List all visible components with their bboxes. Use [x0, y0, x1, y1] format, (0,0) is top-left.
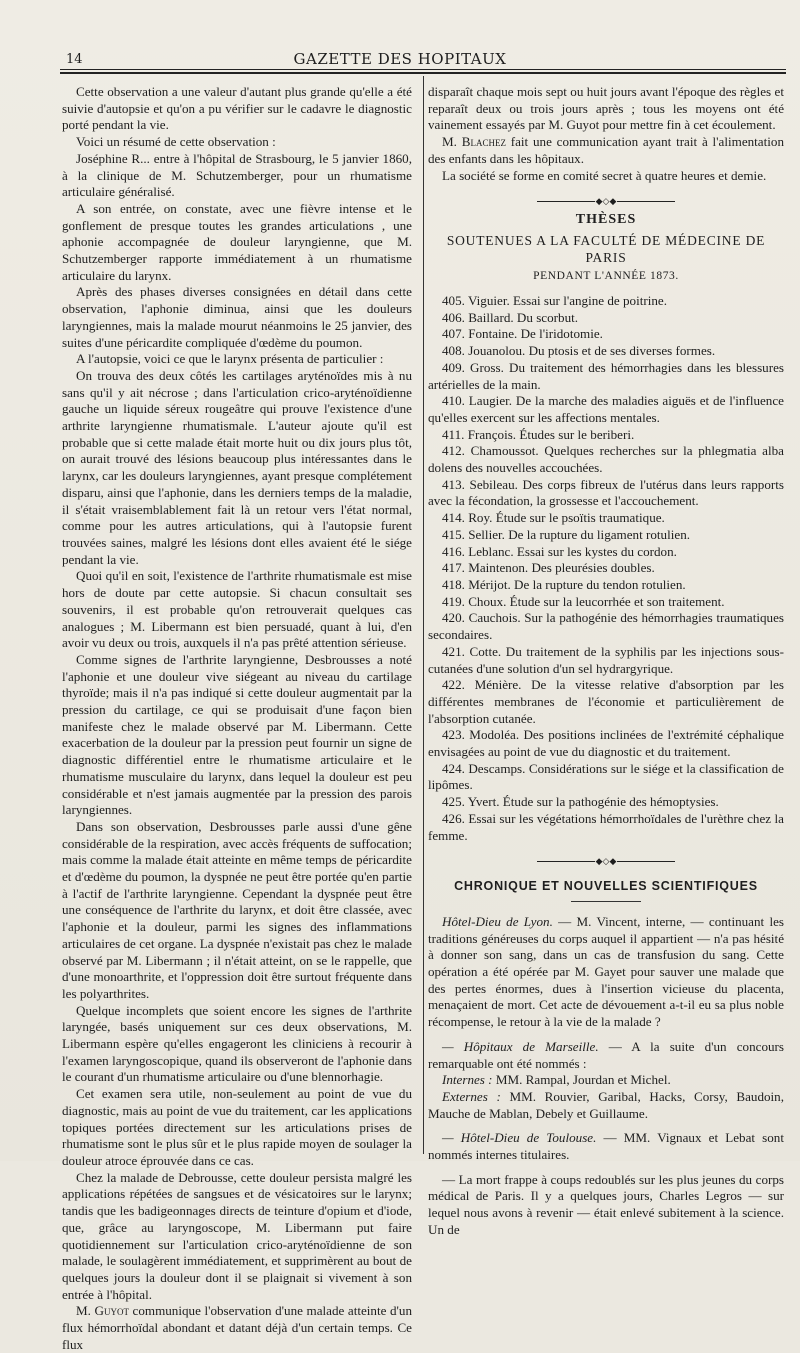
thesis-number: 416. [442, 543, 465, 559]
thesis-number: 411. [442, 426, 465, 442]
thesis-entry [428, 393, 784, 426]
chronique-rule [571, 901, 641, 902]
internes-names: MM. Rampal, Jourdan et Michel. [492, 1072, 671, 1088]
thesis-entry [428, 727, 784, 760]
paragraph: La société se forme en comité secret à quatre heures et demie. [442, 167, 767, 183]
speaker-name: M. Blachez [442, 134, 506, 150]
thesis-text: Laugier. De la marche des maladies aiguës et de l'influence qu'elles exercent sur les affections mentales. [428, 393, 784, 425]
thesis-text: Cotte. Du traitement de la syphilis par les injections sous-cutanées d'une solution d'un sel hydrargyrique. [428, 643, 784, 676]
thesis-entry [428, 544, 784, 561]
thesis-entry [428, 644, 784, 677]
running-title: GAZETTE DES HOPITAUX [293, 50, 507, 68]
externes-label: Externes : [442, 1088, 501, 1104]
thesis-entry [428, 310, 784, 327]
thesis-number: 422. [442, 677, 465, 693]
news-item: — La mort frappe à coups redoublés sur les plus jeunes du corps médical de Paris. Il y a quelques jours, Charles Legros — sur lequel nous avons à revenir — était enlevé subitement à la science. Un de [428, 1171, 784, 1237]
news-text: — A la suite d'un concours remarquable ont été nommés : [428, 1038, 784, 1071]
thesis-number: 415. [442, 526, 465, 542]
thesis-number: 417. [442, 560, 465, 576]
thesis-entry [428, 443, 784, 476]
thesis-number: 412. [442, 443, 465, 459]
paragraph: On trouva des deux côtés les cartilages aryténoïdes mis à nu sans qu'il y ait nécrose ; dans l'articulation crico-aryténoïdienne gauche un liquide séreux rougeâtre qui prouve l'existence d'une arthrite laryngienne rhumatismale. L'auteur ajoute qu'il est probable que si cette malade était morte huit ou dix jours plus tôt, on aurait trouvé des lésions beaucoup plus intéressantes dans le larynx, car les douleurs laryngiennes, ayant presque complétement disparu, ainsi que l'aphonie, dans les derniers temps de la maladie, il s'était vraisemblablement fait là un retour vers l'état normal, comme pour les autres articulations, qui à l'autopsie furent trouvées saines, malgré les lésions dont elles avaient été le siége pendant la vie. [62, 367, 412, 567]
thesis-number: 406. [442, 309, 465, 325]
right-column [428, 84, 784, 1239]
news-line [428, 1072, 784, 1089]
thesis-text: Roy. Étude sur le psoïtis traumatique. [468, 510, 665, 526]
speaker-name: M. Guyot [76, 1303, 129, 1319]
thesis-number: 410. [442, 393, 465, 409]
thesis-number: 426. [442, 810, 465, 826]
header-rule-thick [60, 72, 786, 74]
thesis-text: Essai sur les végétations hémorrhoïdales de l'urèthre chez la femme. [428, 810, 784, 843]
thesis-number: 424. [442, 760, 465, 776]
thesis-entry [428, 360, 784, 393]
thesis-number: 425. [442, 794, 465, 810]
thesis-number: 418. [442, 576, 465, 592]
thesis-entry [428, 527, 784, 544]
thesis-number: 414. [442, 510, 465, 526]
thesis-text: Leblanc. Essai sur les kystes du cordon. [468, 543, 677, 559]
news-lead: — Hôtel-Dieu de Toulouse. [442, 1130, 597, 1146]
news-item [428, 1130, 784, 1163]
theses-title: THÈSES [575, 212, 637, 228]
thesis-text: Mérijot. De la rupture du tendon rotulien. [468, 576, 686, 592]
thesis-entry [428, 761, 784, 794]
thesis-number: 420. [442, 610, 465, 626]
thesis-number: 409. [442, 359, 465, 375]
paragraph: Quelque incomplets que soient encore les signes de l'arthrite laryngée, basés uniquement sur ces deux observations, M. Libermann espère qu'elles engageront les cliniciens à recourir à l'examen laryngoscopique, quand ils observeront de l'aphonie dans le courant d'un rhumatisme articulaire ou d'une blennorhagie. [62, 1002, 412, 1085]
thesis-number: 423. [442, 727, 465, 743]
externes-names: MM. Rouvier, Garibal, Hacks, Corsy, Baudoin, Mauche de Mablan, Debely et Guillaume. [428, 1088, 784, 1121]
theses-list [428, 293, 784, 844]
thesis-entry [428, 510, 784, 527]
paragraph: Chez la malade de Debrousse, cette douleur persista malgré les applications répétées de sangsues et de vésicatoires sur le larynx; tandis que les badigeonnages directs de teinture d'opium et d'iode, que, grâce au laryngoscope, M. Libermann put faire quotidiennement sur l'articulation crico-aryténoïdienne de son malade, le soulagèrent immédiatement, et supprimèrent au bout de quelques jours la douleur dont il se plaignait si vivement à son entrée à l'hôpital. [62, 1169, 412, 1302]
paragraph: Joséphine R... entre à l'hôpital de Strasbourg, le 5 janvier 1860, à la clinique de M. Schutzemberger, pour un rhumatisme articulaire généralisé. [62, 150, 412, 200]
thesis-number: 419. [442, 593, 465, 609]
thesis-entry [428, 326, 784, 343]
paragraph: Comme signes de l'arthrite laryngienne, Desbrousses a noté l'aphonie et une douleur vive siégeant au niveau du cartilage thyroïde; mais il n'a pas indiqué si cette douleur augmentait par la pression du cartilage, ce qui se produisait d'une façon bien manifeste chez le malade observé par M. Libermann. Cette exacerbation de la douleur par la pression peut fournir un signe de diagnostic différentiel entre le rhumatisme articulaire et le rhumatisme musculaire du larynx, dans lequel la douleur est peu considérable et n'est jamais augmentée par la pression des parois laryngiennes. [62, 651, 412, 818]
paragraph: A l'autopsie, voici ce que le larynx présenta de particulier : [76, 351, 384, 367]
chronique-title: CHRONIQUE ET NOUVELLES SCIENTIFIQUES [454, 879, 758, 894]
thesis-entry [428, 811, 784, 844]
thesis-entry [428, 343, 784, 360]
internes-label: Internes : [442, 1072, 493, 1088]
thesis-entry [428, 560, 784, 577]
paragraph-text: fait une communication ayant trait à l'alimentation des enfants dans les hôpitaux. [428, 134, 784, 166]
left-column [62, 84, 412, 1353]
thesis-entry [428, 594, 784, 611]
thesis-text: Gross. Du traitement des hémorrhagies dans les blessures artérielles de la main. [428, 359, 784, 392]
page-number: 14 [66, 52, 83, 67]
paragraph: A son entrée, on constate, avec une fièvre intense et le gonflement de presque toutes les grandes articulations , une aphonie accompagnée de douleur laryngienne, que M. Schutzemberger rapporte immédiatement à un rhumatisme articulaire du larynx. [62, 200, 412, 283]
thesis-entry [428, 427, 784, 444]
paragraph [62, 1303, 412, 1353]
thesis-text: Modoléa. Des positions inclinées de l'extrémité céphalique envisagées au point de vue du diagnostic et du traitement. [428, 727, 784, 760]
paragraph-text: communique l'observation d'une malade atteinte d'un flux hémorrhoïdal abondant et datant déjà d'un certain temps. Ce flux [62, 1303, 412, 1352]
paragraph: Dans son observation, Desbrousses parle aussi d'une gêne considérable de la respiration, avec accès fréquents de suffocation; mais comme la malade était atteinte en même temps de péricardite et d'œdème du poumon, la dyspnée ne peut être portée qu'en partie à l'actif de l'arthrite laryngienne. Cependant la dyspnée peut être une conséquence de l'arthrite du larynx, et doit être classée, avec l'aphonie et la douleur, parmi les signes des inflammations articulaires de cet organe. La dyspnée n'existait pas chez le malade observé par M. Libermann ; il n'était atteint, on se le rappelle, que d'une monoarthrite, et l'oppression doit être surtout fréquente dans les polyarthrites. [62, 818, 412, 1001]
section-ornament: ◆◇◆ [428, 854, 784, 868]
paragraph: Cet examen sera utile, non-seulement au point de vue du diagnostic, mais au point de vue du traitement, car les applications topiques portées directement sur les articulations prises de rhumatisme sont le plus sûr et le plus rapide moyen de soulager la douleur atroce éprouvée dans ce cas. [62, 1086, 412, 1168]
thesis-text: Ménière. De la vitesse relative d'absorption par les différentes membranes de l'économie et particulièrement de l'absorption cutanée. [428, 677, 784, 726]
paragraph: Cette observation a une valeur d'autant plus grande qu'elle a été suivie d'autopsie et qu'on a pu vérifier sur le cadavre le diagnostic porté pendant la vie. [62, 84, 412, 133]
thesis-number: 413. [442, 476, 465, 492]
news-text: — M. Vincent, interne, — continuant les traditions généreuses du corps auquel il appartient — n'a pas hésité à donner son sang, dans un cas de transfusion du sang. Cette opération a été opérée par M. Gayet pour sauver une malade que des pertes énormes, dues à l'insertion vicieuse du placenta, menaçaient de mort. Cet acte de dévouement a-t-il eu sa plus noble récompense, le retour à la vie de la malade ? [428, 913, 784, 1030]
thesis-entry [428, 794, 784, 811]
header-rule-thin [60, 69, 786, 70]
thesis-text: Sellier. De la rupture du ligament rotulien. [468, 526, 691, 542]
news-text: — MM. Vignaux et Lebat sont nommés internes titulaires. [428, 1130, 784, 1163]
paragraph: Voici un résumé de cette observation : [76, 134, 276, 150]
section-ornament: ◆◇◆ [428, 194, 784, 208]
thesis-number: 405. [442, 293, 465, 309]
thesis-text: Jouanolou. Du ptosis et de ses diverses formes. [468, 343, 716, 359]
thesis-text: Maintenon. Des pleurésies doubles. [468, 560, 655, 576]
thesis-entry [428, 477, 784, 510]
news-lead: — Hôpitaux de Marseille. [442, 1038, 599, 1054]
paragraph [428, 134, 784, 167]
paragraph: Quoi qu'il en soit, l'existence de l'arthrite rhumatismale est mise hors de doute par cette autopsie. Si chacun consultait ses souvenirs, il est probable qu'on retrouverait quelques cas analogues ; M. Libermann est bien persuadé, quant à lui, d'en avoir vu deux ou trois, auxquels il n'a pas prêté attention sérieuse. [62, 568, 412, 651]
thesis-text: Fontaine. De l'iridotomie. [468, 326, 603, 342]
thesis-text: Cauchois. Sur la pathogénie des hémorrhagies traumatiques secondaires. [428, 610, 784, 643]
theses-subtitle: SOUTENUES A LA FACULTÉ DE MÉDECINE DE PARIS [446, 232, 766, 265]
paragraph: disparaît chaque mois sept ou huit jours avant l'époque des règles et reparaît deux ou trois jours après ; tous les moyens ont été vainement essayés par M. Guyot pour mettre fin à cet écoulement. [428, 84, 784, 133]
thesis-entry [428, 677, 784, 727]
thesis-text: Viguier. Essai sur l'angine de poitrine. [467, 293, 667, 309]
thesis-number: 408. [442, 343, 465, 359]
thesis-number: 407. [442, 326, 465, 342]
theses-year: PENDANT L'ANNÉE 1873. [533, 270, 679, 283]
news-line [428, 1089, 784, 1122]
thesis-text: Choux. Étude sur la leucorrhée et son traitement. [468, 593, 725, 609]
thesis-text: Yvert. Étude sur la pathogénie des hémoptysies. [467, 794, 719, 810]
thesis-text: Sebileau. Des corps fibreux de l'utérus dans leurs rapports avec la fécondation, la grossesse et l'accouchement. [428, 476, 784, 509]
news-lead: Hôtel-Dieu de Lyon. [442, 913, 553, 929]
news-item [428, 914, 784, 1031]
column-separator [423, 76, 424, 1154]
thesis-text: Baillard. Du scorbut. [468, 309, 579, 325]
thesis-text: Descamps. Considérations sur le siége et la classification de lipômes. [428, 760, 784, 793]
news-item [428, 1039, 784, 1072]
thesis-text: François. Études sur le beriberi. [467, 426, 635, 442]
thesis-entry [428, 610, 784, 643]
thesis-entry [428, 577, 784, 594]
thesis-text: Chamoussot. Quelques recherches sur la phlegmatia alba dolens des nouvelles accouchées. [428, 443, 784, 476]
paragraph: Après des phases diverses consignées en détail dans cette observation, l'aphonie diminua, ainsi que les douleurs laryngiennes, mais la malade mourut néanmoins le 25 janvier, des suites d'une péricardite compliquée d'œdème du poumon. [62, 284, 412, 350]
thesis-entry [428, 293, 784, 310]
thesis-number: 421. [442, 643, 465, 659]
